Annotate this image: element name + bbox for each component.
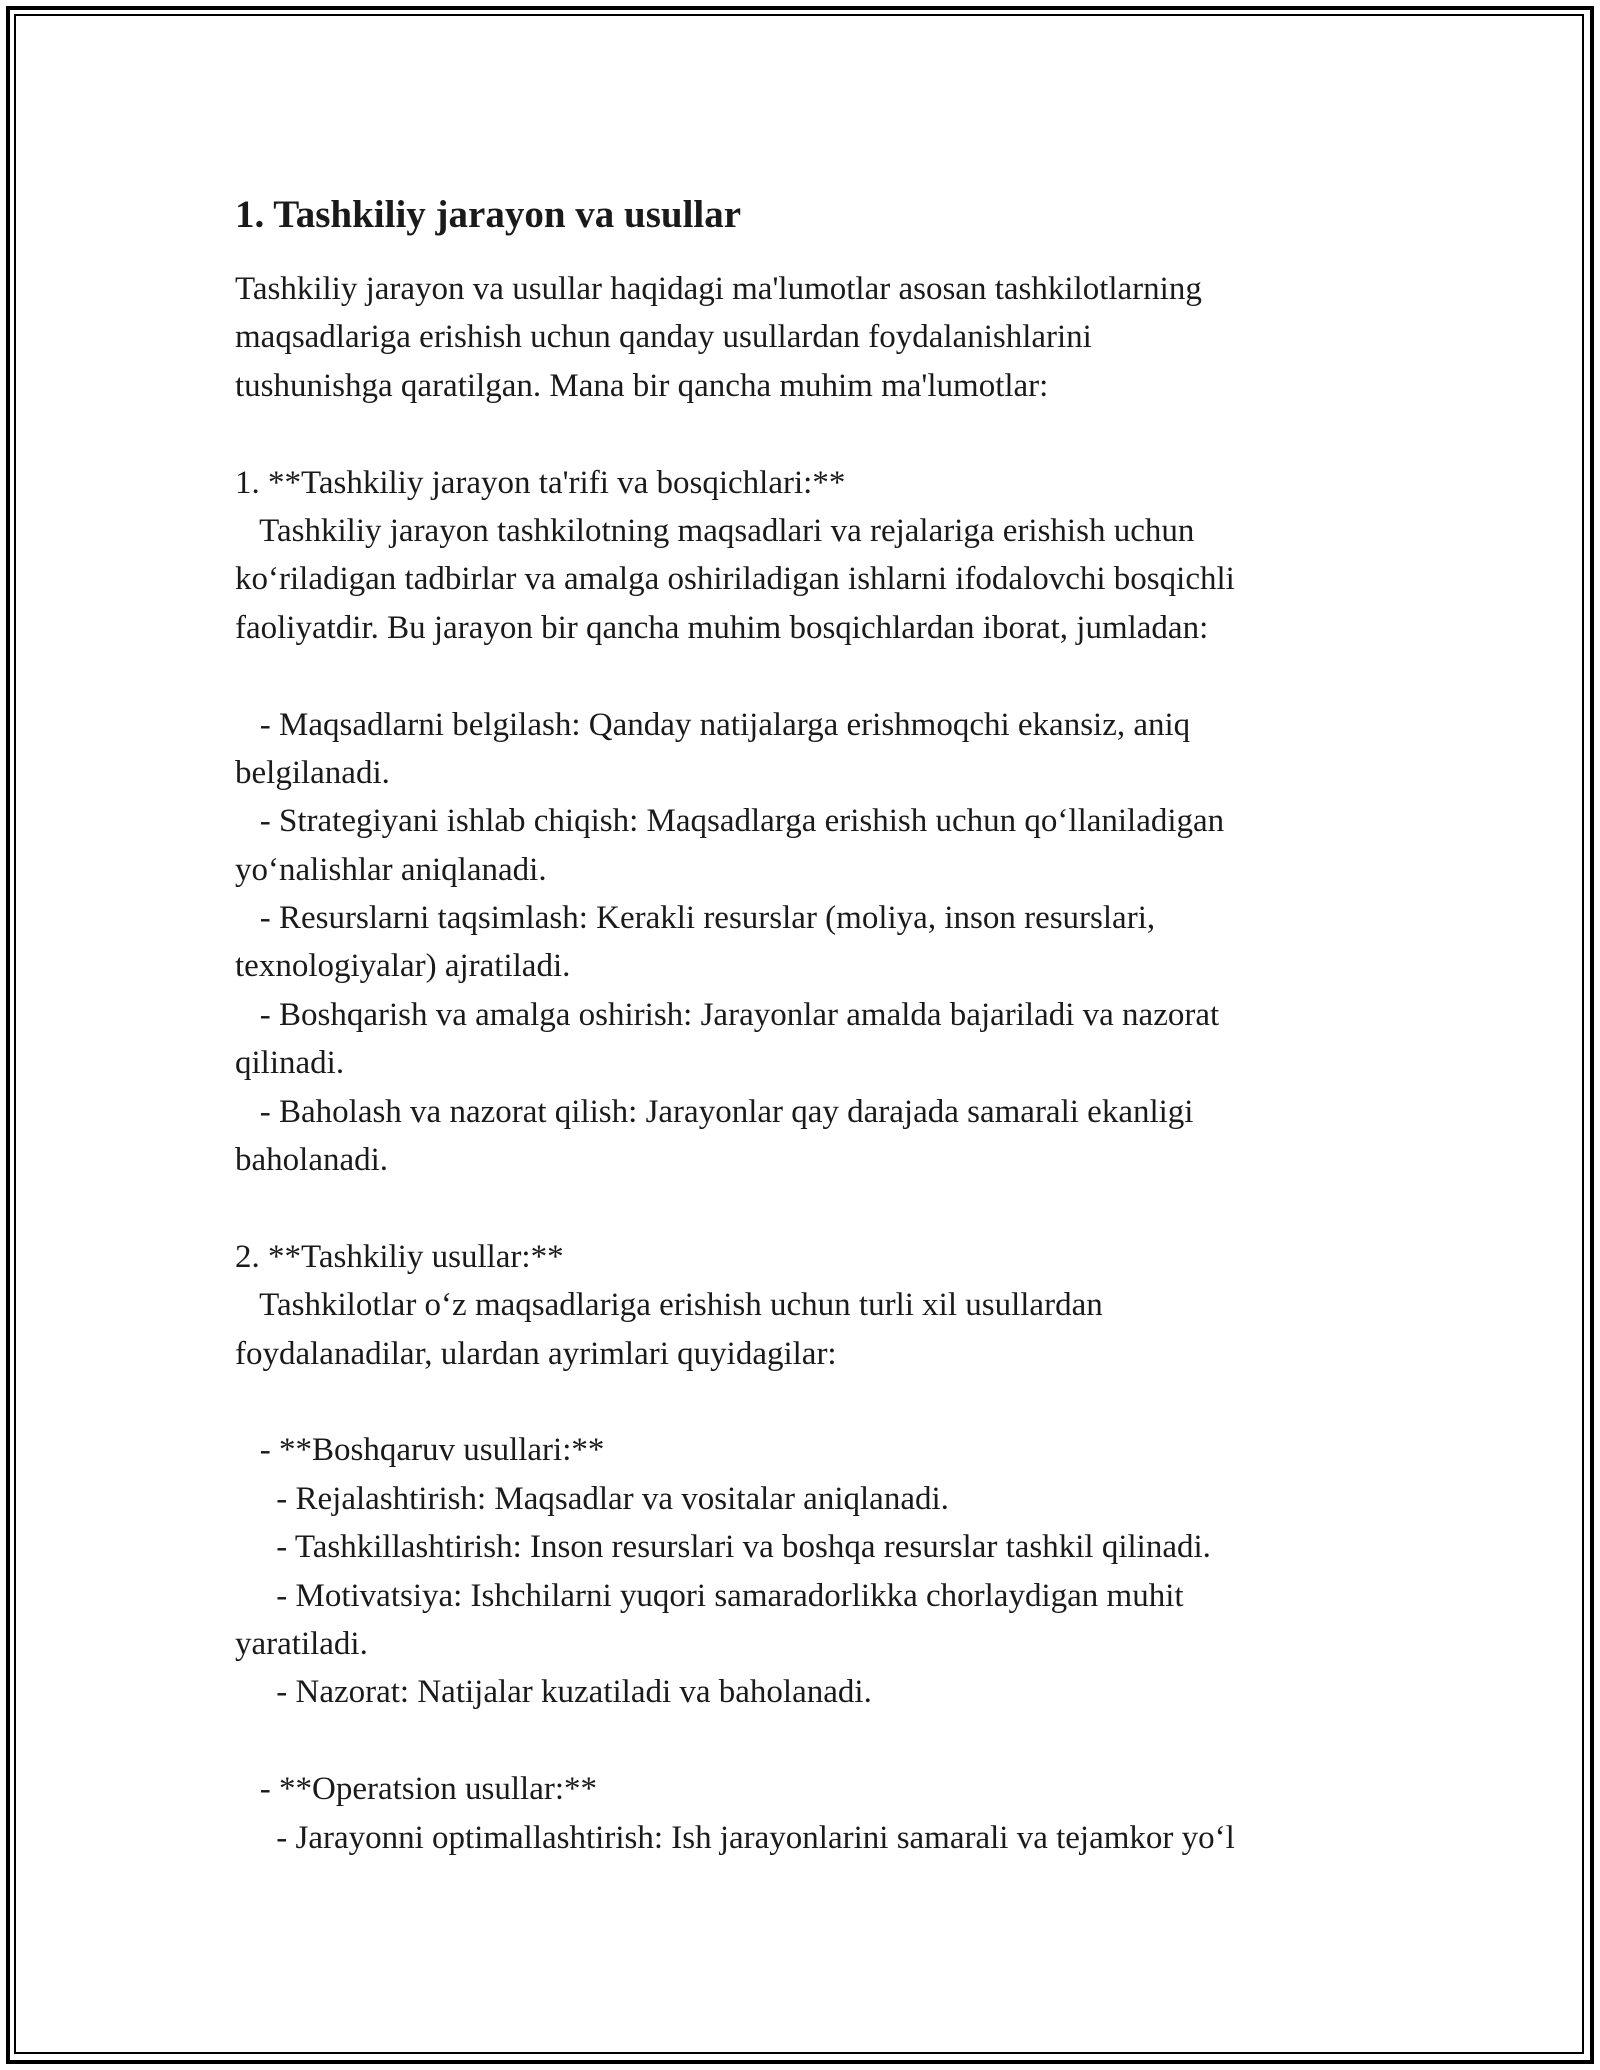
text-line: 1. **Tashkiliy jarayon ta'rifi va bosqichlari:** xyxy=(235,464,846,501)
text-line xyxy=(235,1717,1385,1765)
document-body xyxy=(235,265,1385,1862)
document-heading: 1. Tashkiliy jarayon va usullar xyxy=(235,193,742,236)
text-line: - Tashkillashtirish: Inson resurslari va boshqa resurslar tashkil qilinadi. xyxy=(235,1529,1211,1566)
text-line: - **Boshqaruv usullari:** xyxy=(235,1432,605,1469)
text-line: - Jarayonni optimallashtirish: Ish jarayonlarini samarali va tejamkor yo‘l xyxy=(235,1819,1235,1856)
text-line: - **Operatsion usullar:** xyxy=(235,1771,598,1808)
text-line: Tashkiliy jarayon tashkilotning maqsadlari va rejalariga erishish uchun xyxy=(235,512,1195,549)
text-line: Tashkilotlar o‘z maqsadlariga erishish uchun turli xil usullardan xyxy=(235,1287,1103,1324)
text-line: belgilanadi. xyxy=(235,754,390,791)
text-line: - Rejalashtirish: Maqsadlar va vositalar aniqlanadi. xyxy=(235,1480,949,1517)
text-line: texnologiyalar) ajratiladi. xyxy=(235,948,571,985)
text-line: ko‘riladigan tadbirlar va amalga oshiriladigan ishlarni ifodalovchi bosqichli xyxy=(235,561,1235,598)
text-line xyxy=(235,410,1385,458)
text-line: - Motivatsiya: Ishchilarni yuqori samaradorlikka chorlaydigan muhit xyxy=(235,1577,1184,1614)
text-line: - Boshqarish va amalga oshirish: Jarayonlar amalda bajariladi va nazorat xyxy=(235,996,1220,1033)
text-line: - Maqsadlarni belgilash: Qanday natijalarga erishmoqchi ekansiz, aniq xyxy=(235,706,1191,743)
text-line xyxy=(235,1378,1385,1426)
text-line: - Baholash va nazorat qilish: Jarayonlar qay darajada samarali ekanligi xyxy=(235,1093,1194,1130)
text-line: maqsadlariga erishish uchun qanday usullardan foydalanishlarini xyxy=(235,319,1092,356)
text-line: - Resurslarni taqsimlash: Kerakli resurslar (moliya, inson resurslari, xyxy=(235,900,1156,937)
document-page xyxy=(235,185,1385,1862)
text-line: - Strategiyani ishlab chiqish: Maqsadlarga erishish uchun qo‘llaniladigan xyxy=(235,803,1225,840)
text-line: - Nazorat: Natijalar kuzatiladi va baholanadi. xyxy=(235,1674,872,1711)
text-line xyxy=(235,1184,1385,1232)
text-line: 2. **Tashkiliy usullar:** xyxy=(235,1238,564,1275)
text-line: qilinadi. xyxy=(235,1045,345,1082)
text-line: yo‘nalishlar aniqlanadi. xyxy=(235,851,547,888)
text-line: Tashkiliy jarayon va usullar haqidagi ma'lumotlar asosan tashkilotlarning xyxy=(235,271,1202,307)
text-line: yaratiladi. xyxy=(235,1625,368,1662)
text-line: baholanadi. xyxy=(235,1142,389,1179)
text-line: tushunishga qaratilgan. Mana bir qancha muhim ma'lumotlar: xyxy=(235,367,1049,404)
text-line xyxy=(235,652,1385,700)
text-line: faoliyatdir. Bu jarayon bir qancha muhim bosqichlardan iborat, jumladan: xyxy=(235,609,1209,646)
text-line: foydalanadilar, ulardan ayrimlari quyidagilar: xyxy=(235,1335,837,1372)
